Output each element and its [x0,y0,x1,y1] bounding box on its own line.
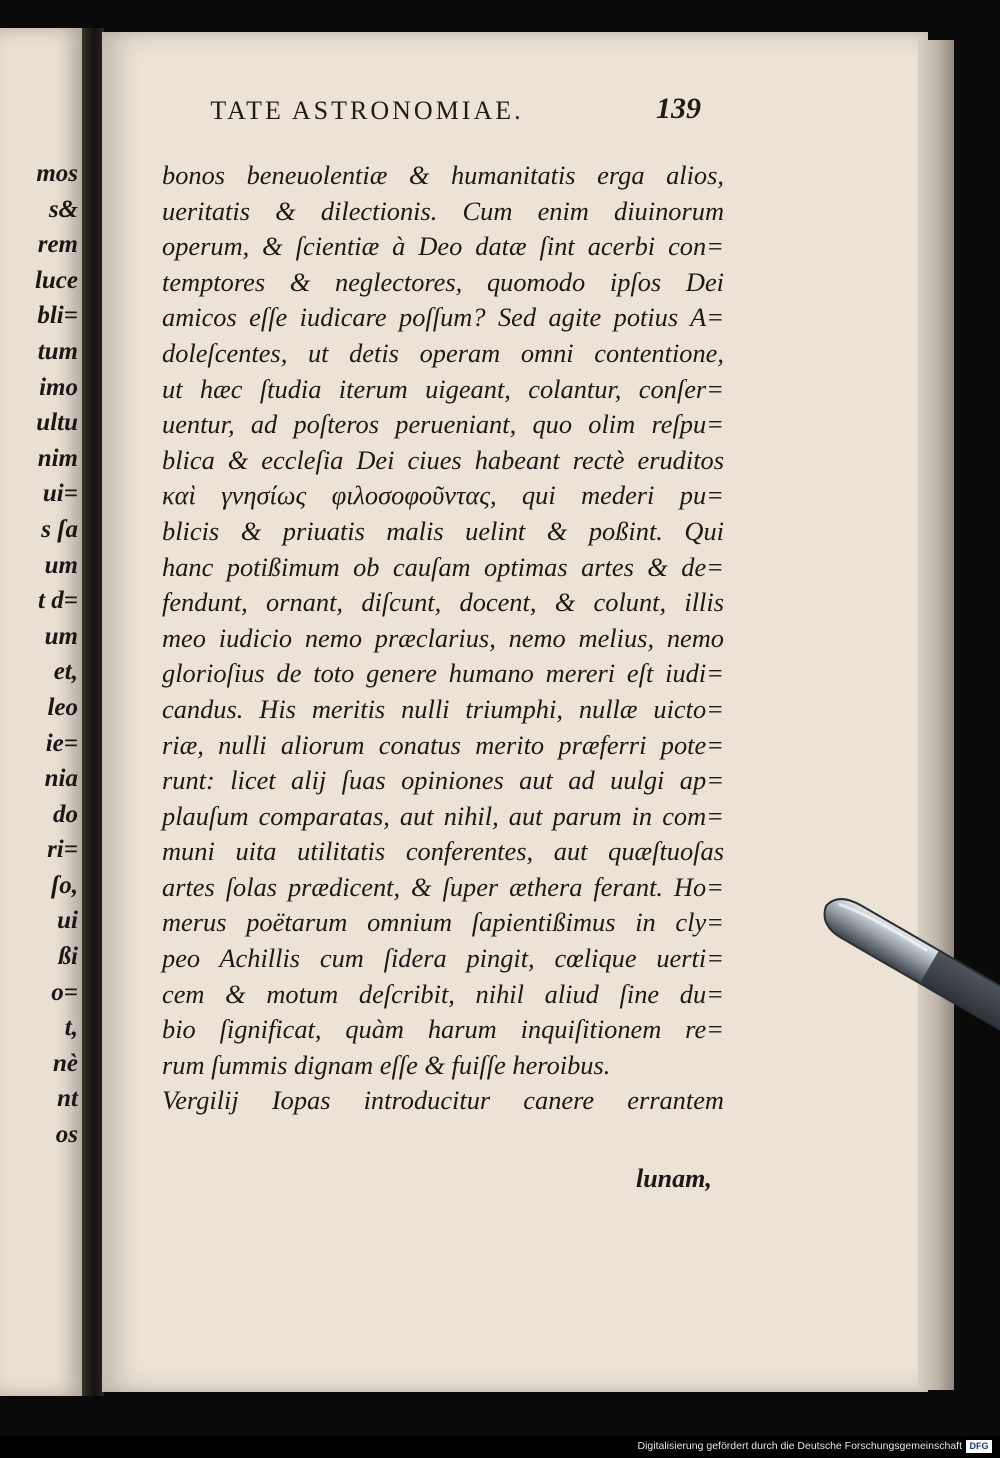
text-line: fendunt, ornant, diſcunt, docent, & colunt, illis [162,587,724,618]
facing-page-fragment: imo [39,373,78,401]
text-line: cem & motum deſcribit, nihil aliud ſine du= [162,978,724,1009]
text-line: ueritatis & dilectionis. Cum enim diuinorum [162,195,724,226]
text-line: runt: licet alij ſuas opiniones aut ad uulgi ap= [162,765,724,796]
text-line: merus poëtarum omnium ſapientißimus in cly= [162,907,724,938]
facing-page-fragment: luce [34,266,78,294]
text-line: Vergilij Iopas introducitur canere errantem [162,1085,724,1116]
running-head: TATE ASTRONOMIAE. [210,96,524,125]
facing-page-fragment: t d= [38,587,78,615]
text-line: ut hæc ſtudia iterum uigeant, colantur, conſer= [162,373,724,404]
facing-page-fragment: o= [51,978,78,1006]
facing-page-fragment: ßi [58,943,78,971]
facing-page-fragment: leo [47,693,78,721]
facing-page-fragment: tum [37,337,78,365]
text-line: doleſcentes, ut detis operam omni contentione, [162,337,724,368]
facing-page-fragment: nè [53,1049,78,1077]
facing-page-fragment: bli= [37,302,78,330]
text-line: plauſum comparatas, aut nihil, aut parum in com= [162,800,724,831]
facing-page-fragment: s ſa [41,515,78,543]
facing-page-fragment: rem [37,231,78,259]
catchword: lunam, [636,1164,712,1193]
facing-page-fragment: um [44,622,78,650]
facing-page-fragment: do [53,800,78,828]
digitization-credit: Digitalisierung gefördert durch die Deutsche Forschungsgemeinschaft [637,1440,962,1452]
page-number: 139 [656,92,701,125]
text-line: candus. His meritis nulli triumphi, nullæ uicto= [162,693,724,724]
text-line: glorioſius de toto genere humano mereri eſt iudi= [162,658,724,689]
text-line: artes ſolas prædicent, & ſuper æthera ferant. Ho= [162,871,724,902]
facing-page-fragment: ultu [36,409,78,437]
facing-page-fragment: s& [48,195,78,223]
text-line: rum ſummis dignam eſſe & fuiſſe heroibus. [162,1049,611,1080]
facing-page-fragment: nt [57,1085,78,1113]
facing-page-fragment: nim [37,444,78,472]
facing-page-fragment: nia [44,765,78,793]
facing-page-fragment: ui [57,907,78,935]
text-line: peo Achillis cum ſidera pingit, cœlique uerti= [162,943,724,974]
text-line: καὶ γνησίως φιλοσοφοῦντας, qui mederi pu= [162,480,724,511]
text-line: uentur, ad poſteros perueniant, quo olim reſpu= [162,409,724,440]
text-line: muni uita utilitatis conferentes, aut quæſtuoſas [162,836,724,867]
facing-page-fragment: um [44,551,78,579]
facing-page-text [0,156,78,1153]
text-line: hanc potißimum ob cauſam optimas artes & de= [162,551,724,582]
facing-page-fragment: ſo, [50,871,78,899]
facing-page-fragment: et, [53,658,78,686]
text-line: operum, & ſcientiæ à Deo datæ ſint acerbi con= [162,231,724,262]
book-gutter [82,28,104,1396]
facing-page-left [0,28,82,1396]
text-line: riæ, nulli aliorum conatus merito præferri pote= [162,729,724,760]
facing-page-fragment: ie= [45,729,78,757]
text-line: temptores & neglectores, quomodo ipſos Dei [162,266,724,297]
text-line: blicis & priuatis malis uelint & poßint. Qui [162,515,724,546]
facing-page-fragment: ui= [42,480,78,508]
text-line: bonos beneuolentiæ & humanitatis erga alios, [162,160,724,190]
text-line: bio ſignificat, quàm harum inquiſitionem re= [162,1014,724,1045]
facing-page-fragment: os [55,1121,78,1149]
facing-page-fragment: ri= [47,836,78,864]
body-text [162,158,724,1119]
text-line: amicos eſſe iudicare poſſum? Sed agite potius A= [162,302,724,333]
text-line: meo iudicio nemo præclarius, nemo melius, nemo [162,622,724,653]
page-edge-stack [918,40,954,1390]
facing-page-fragment: mos [36,160,78,187]
facing-page-fragment: t, [64,1014,78,1042]
dfg-logo: DFG [966,1440,992,1453]
text-line: blica & eccleſia Dei ciues habeant rectè eruditos [162,444,724,475]
